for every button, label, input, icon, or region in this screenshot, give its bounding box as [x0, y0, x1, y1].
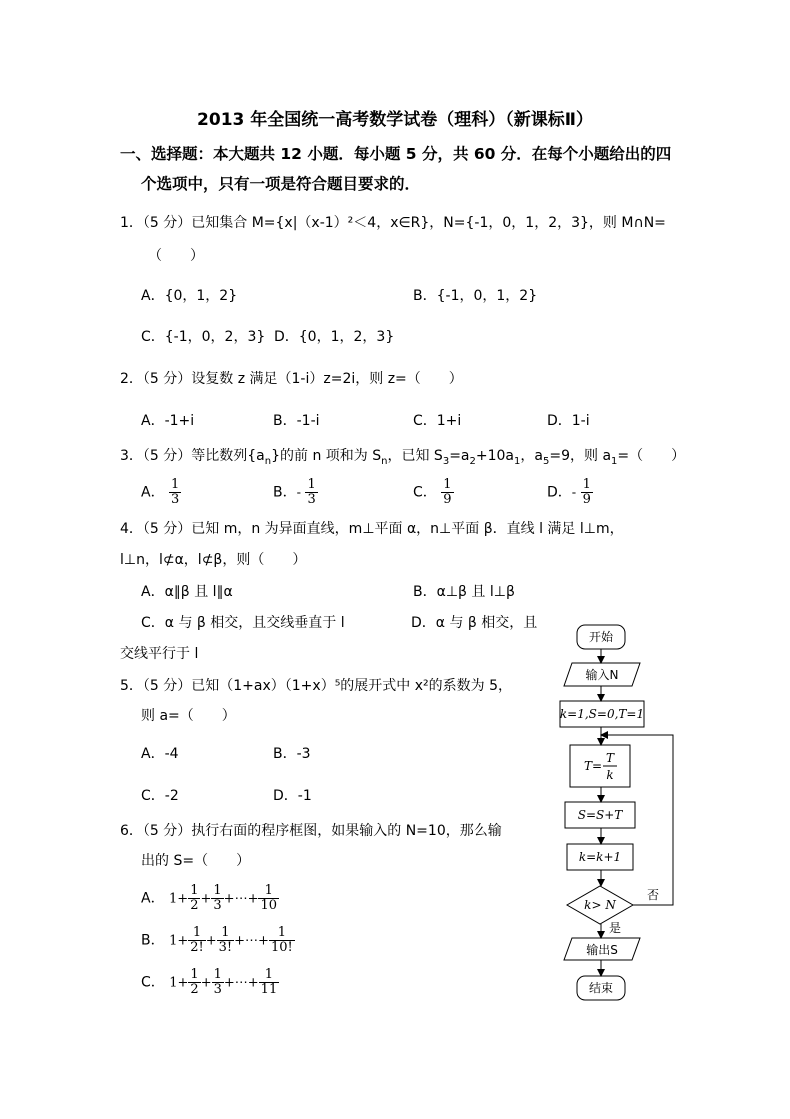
q4-stem-line1: 4．（5 分）已知 m，n 为异面直线，m⊥平面 α，n⊥平面 β．直线 l 满足 l⊥m， [120, 521, 624, 537]
q4-option-d: D．α 与 β 相交，且 [411, 615, 538, 631]
fraction: $\frac{1}{11}$ [260, 967, 278, 997]
q4-option-c: C．α 与 β 相交，且交线垂直于 l [141, 615, 345, 631]
q5-option-d: D．-1 [273, 788, 312, 804]
q5-option-c: C．-2 [141, 788, 179, 804]
q2-stem: 2．（5 分）设复数 z 满足（1-i）z=2i，则 z=（ ） [120, 371, 463, 387]
flow-start-label: 开始 [588, 630, 614, 644]
q5-stem-line2: 则 a=（ ） [141, 708, 236, 724]
fraction: $\frac{1}{3}$ [213, 967, 222, 997]
fraction: $\frac{1}{10!}$ [270, 925, 293, 955]
q3-option-d: D．- $\frac{1}{9}$ [547, 477, 591, 507]
fraction: $\frac{1}{2}$ [190, 967, 199, 997]
q3-stem: 3．（5 分）等比数列$\{a_n\}$的前 n 项和为 $S_n$，已知 $S_3=a_2+10a_1$，$a_5=9$，则 $a_1=$（ ） [120, 448, 686, 467]
section-heading-line2: 个选项中，只有一项是符合题目要求的． [141, 175, 421, 193]
fraction: $\frac{1}{3!}$ [218, 925, 233, 955]
page-title: 2013 年全国统一高考数学试卷（理科）（新课标Ⅱ） [197, 110, 593, 130]
flow-end-label: 结束 [588, 981, 614, 995]
q4-option-d-continued: 交线平行于 l [120, 646, 199, 662]
q1-paren: （ ） [148, 248, 204, 264]
q3-option-c: C． $\frac{1}{9}$ [413, 477, 452, 507]
fraction: $\frac{1}{3}$ [213, 883, 222, 913]
q6-stem-line1: 6．（5 分）执行右面的程序框图，如果输入的 N=10，那么输 [120, 823, 502, 839]
flow-no-label: 否 [647, 888, 660, 902]
q5-option-b: B．-3 [273, 746, 311, 762]
fraction: $\frac{1}{9}$ [582, 477, 591, 507]
q3-option-a: A． $\frac{1}{3}$ [141, 477, 180, 507]
flow-t-lhs: T= [583, 759, 603, 773]
q1-option-d: D．{0，1，2，3} [274, 329, 395, 345]
q6-option-b: B． 1+ $\frac{1}{2!}$ + $\frac{1}{3!}$ +⋯+ $\frac{1}{10!}$ [141, 925, 293, 955]
q6-stem-line2: 出的 S=（ ） [141, 853, 251, 869]
fraction: $\frac{1}{3}$ [171, 477, 180, 507]
fraction: $\frac{1}{2}$ [190, 883, 199, 913]
q4-option-b: B．α⊥β 且 l⊥β [413, 584, 515, 600]
q6-option-c: C． 1+ $\frac{1}{2}$ + $\frac{1}{3}$ +⋯+ $\frac{1}{11}$ [141, 967, 278, 997]
q2-option-d: D．1-i [547, 413, 590, 429]
q1-option-b: B．{-1，0，1，2} [413, 288, 538, 304]
flow-init-label: k=1,S=0,T=1 [559, 707, 645, 721]
flow-s-label: S=S+T [577, 808, 623, 822]
fraction: $\frac{1}{10}$ [260, 883, 278, 913]
q1-stem: 1．（5 分）已知集合 M={x|（x-1）²＜4，x∈R}，N={-1，0，1，2，3}，则 M∩N= [120, 215, 666, 231]
q5-option-a: A．-4 [141, 746, 179, 762]
q3-option-b: B．- $\frac{1}{3}$ [273, 477, 316, 507]
q5-stem-line1: 5．（5 分）已知（1+ax）（1+x）⁵的展开式中 x²的系数为 5， [120, 678, 513, 694]
flow-output-label: 输出S [586, 943, 618, 957]
flow-condition-label: k> N [584, 898, 616, 912]
section-heading-line1: 一、选择题：本大题共 12 小题．每小题 5 分，共 60 分．在每个小题给出的四 [120, 145, 672, 163]
q4-option-a: A．α∥β 且 l∥α [141, 584, 233, 600]
q2-option-b: B．-1-i [273, 413, 320, 429]
flow-t-den: k [606, 768, 614, 782]
flow-yes-label: 是 [609, 921, 622, 935]
fraction: $\frac{1}{9}$ [443, 477, 452, 507]
q2-option-c: C．1+i [413, 413, 462, 429]
flow-t-num: T [605, 751, 615, 765]
q1-option-a: A．{0，1，2} [141, 288, 238, 304]
q4-stem-line2: l⊥n，l⊄α，l⊄β，则（ ） [120, 552, 307, 568]
q1-option-c: C．{-1，0，2，3} [141, 329, 266, 345]
fraction: $\frac{1}{3}$ [307, 477, 316, 507]
flow-k-label: k=k+1 [578, 850, 622, 864]
q6-option-a: A． 1+ $\frac{1}{2}$ + $\frac{1}{3}$ +⋯+ $\frac{1}{10}$ [141, 883, 278, 913]
fraction: $\frac{1}{2!}$ [190, 925, 204, 955]
flow-input-label: 输入N [585, 668, 619, 682]
q2-option-a: A．-1+i [141, 413, 195, 429]
